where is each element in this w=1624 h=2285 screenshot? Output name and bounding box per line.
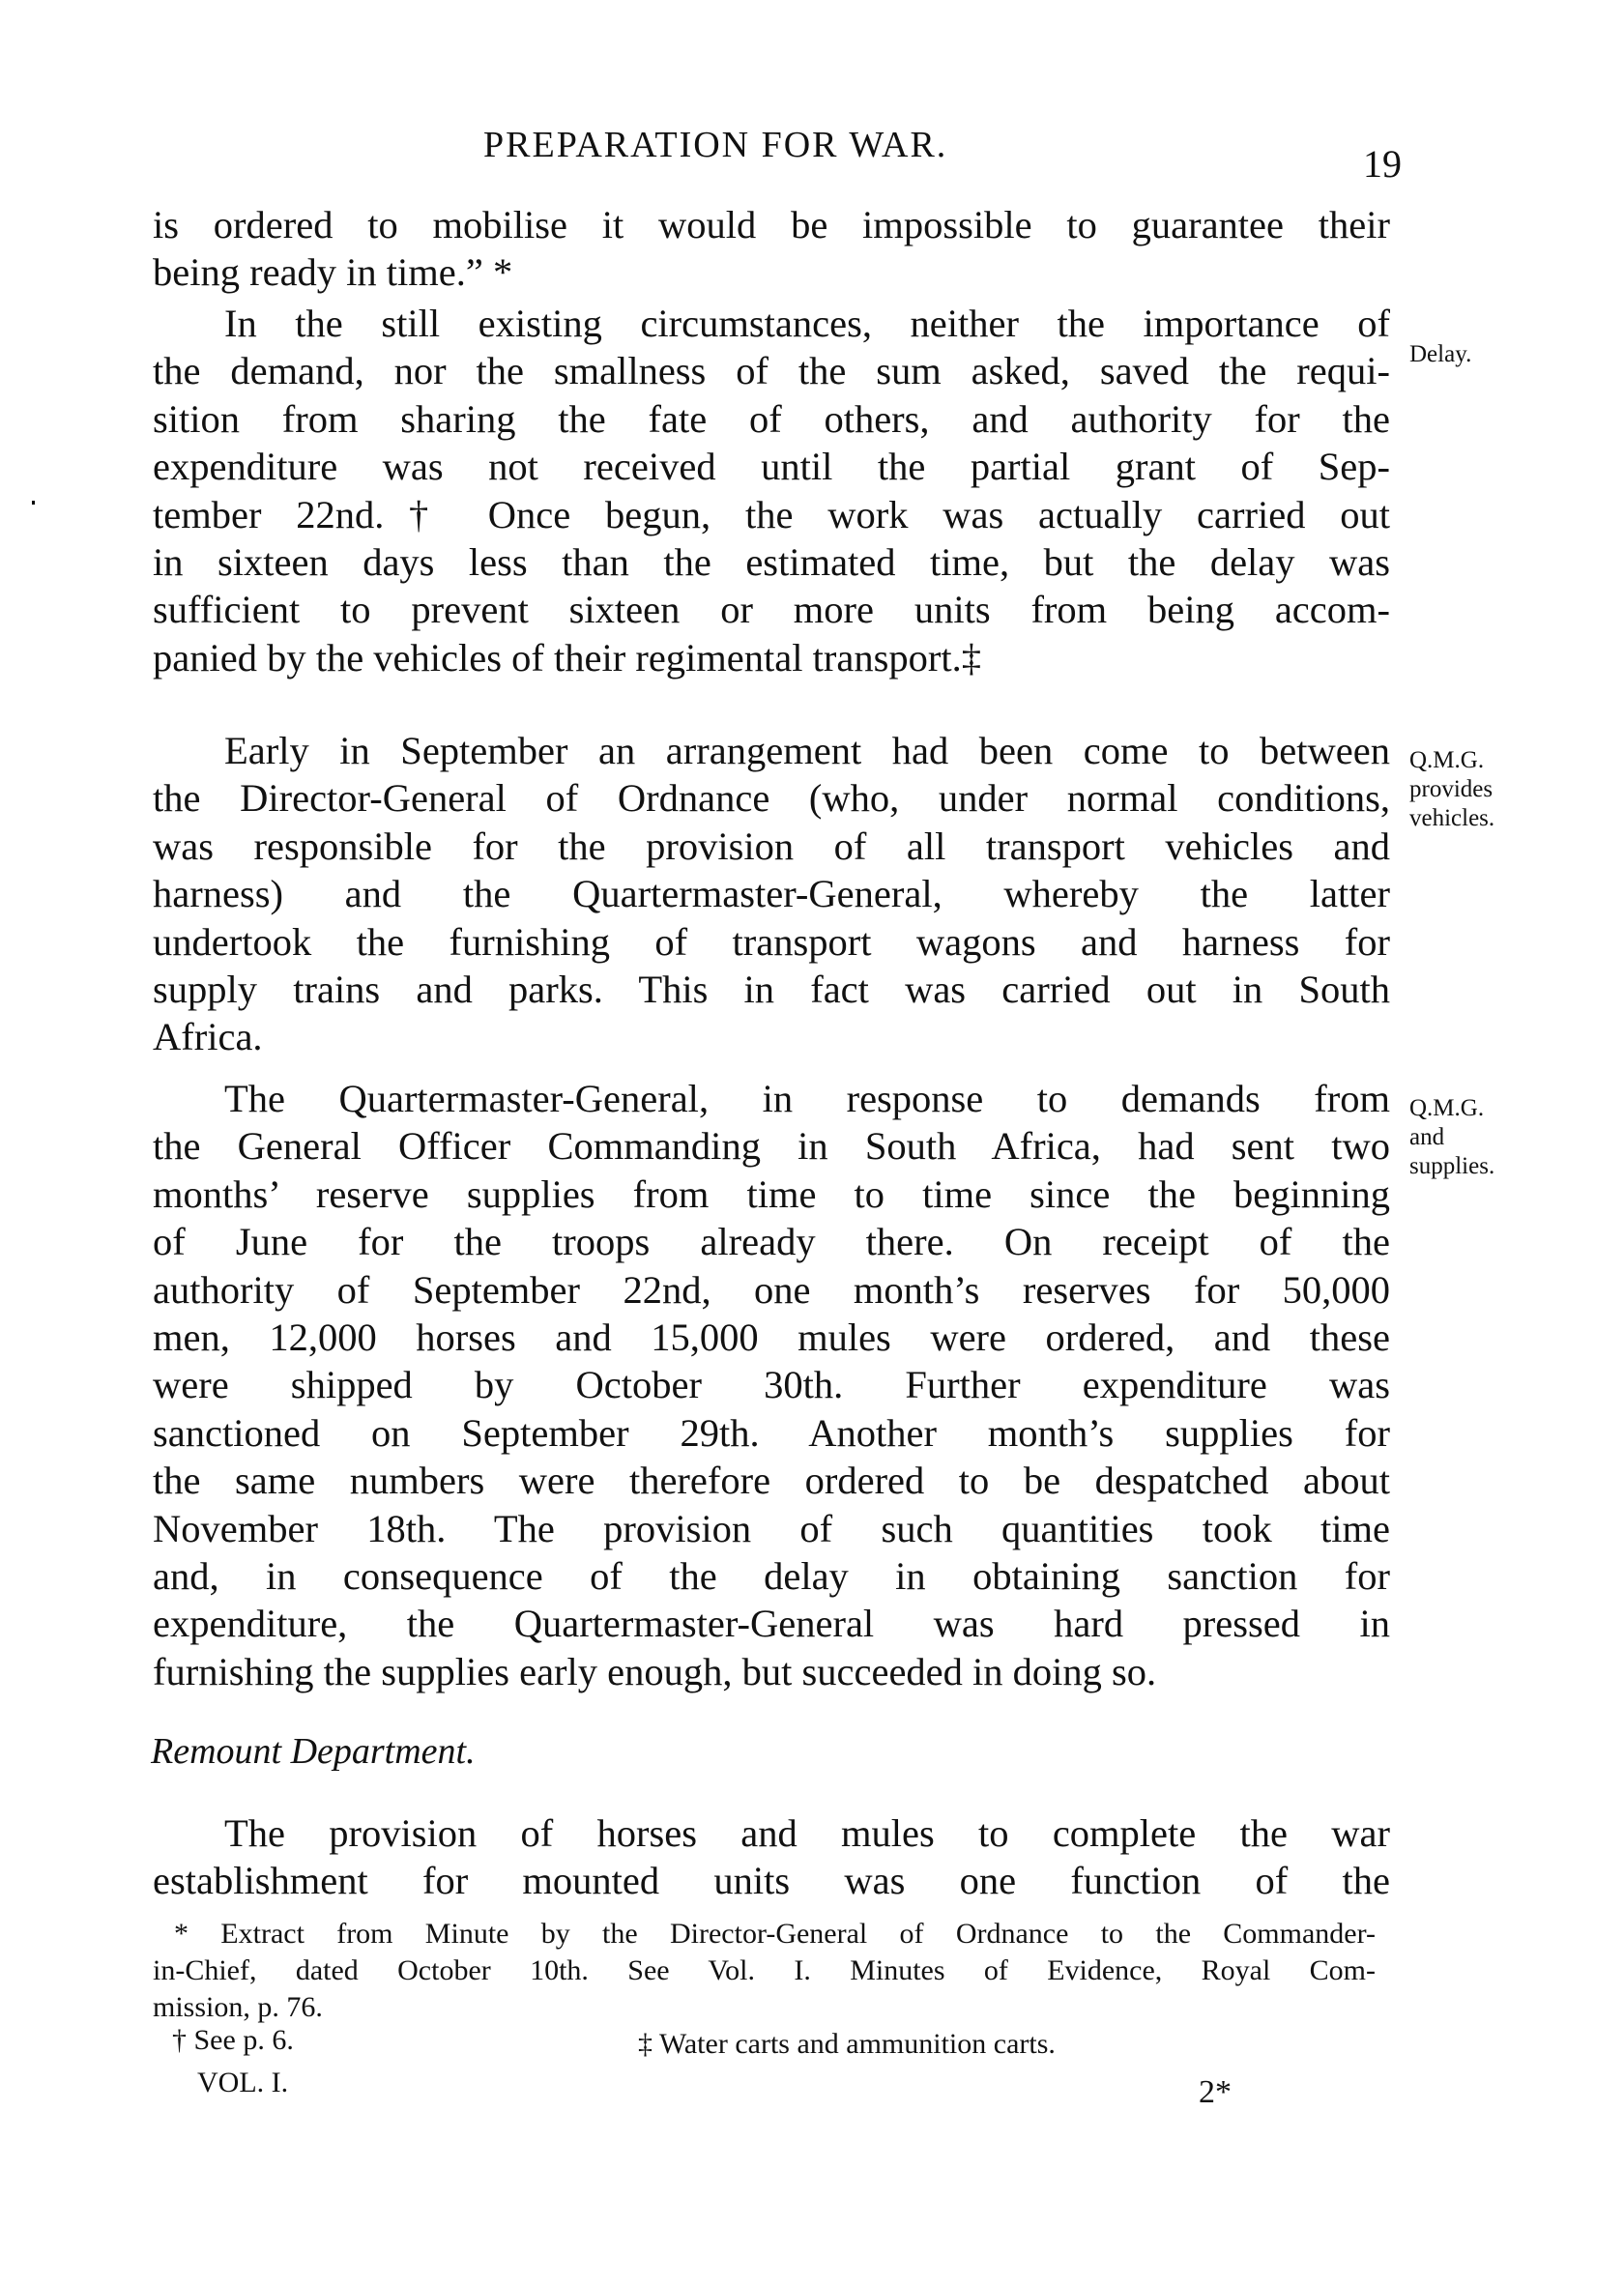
text-line: was responsible for the provision of all transport vehicles and xyxy=(153,824,1390,868)
paragraph-remount xyxy=(153,1809,1390,1905)
text-line: of June for the troops already there. On receipt of the xyxy=(153,1220,1390,1264)
sidenote-line: and xyxy=(1409,1124,1445,1150)
text-line: sufficient to prevent sixteen or more units from being accom- xyxy=(153,588,1390,632)
section-heading: Remount Department. xyxy=(151,1731,476,1772)
text-line: in sixteen days less than the estimated time, but the delay was xyxy=(153,540,1390,585)
text-line: The Quartermaster-General, in response to demands from xyxy=(224,1077,1390,1120)
sidenote-qmg-supplies xyxy=(1409,1094,1494,1181)
running-title: PREPARATION FOR WAR. xyxy=(483,125,948,165)
text-line: the General Officer Commanding in South Africa, had sent two xyxy=(153,1124,1390,1169)
volume-signature: VOL. I. xyxy=(197,2067,289,2098)
text-line: sanctioned on September 29th. Another month’s supplies for xyxy=(153,1410,1390,1455)
paragraph-vehicles xyxy=(153,727,1390,1061)
text-line: Africa. xyxy=(153,1015,263,1059)
text-line: tember 22nd.† Once begun, the work was actually carried out xyxy=(153,492,1390,536)
text-line: is ordered to mobilise it would be impossible to guarantee their xyxy=(153,203,1390,246)
text-line: harness) and the Quartermaster-General, whereby the latter xyxy=(153,872,1390,916)
footnote-double-dagger: ‡ Water carts and ammunition carts. xyxy=(638,2028,1056,2060)
sidenote-line: supplies. xyxy=(1409,1153,1495,1179)
sidenote-qmg-vehicles xyxy=(1409,746,1494,833)
text-line: undertook the furnishing of transport wagons and harness for xyxy=(153,919,1390,964)
text-line: and, in consequence of the delay in obtaining sanction for xyxy=(153,1554,1390,1599)
text-line: establishment for mounted units was one function of the xyxy=(153,1859,1390,1903)
footnote-star xyxy=(153,1916,1376,2026)
footnote-dagger: † See p. 6. xyxy=(172,2024,294,2056)
text-line: Early in September an arrangement had been come to between xyxy=(224,729,1390,772)
text-line: expenditure was not received until the partial grant of Sep- xyxy=(153,445,1390,489)
sidenote-delay xyxy=(1409,340,1471,369)
text-line: the same numbers were therefore ordered to be despatched about xyxy=(153,1459,1390,1503)
paragraph-delay xyxy=(153,300,1390,681)
text-line: supply trains and parks. This in fact was carried out in South xyxy=(153,968,1390,1012)
text-line: the demand, nor the smallness of the sum asked, saved the requi- xyxy=(153,349,1390,393)
text-line: authority of September 22nd, one month’s reserves for 50,000 xyxy=(153,1267,1390,1312)
sidenote-line: Q.M.G. xyxy=(1409,747,1485,773)
text-line: sition from sharing the fate of others, and authority for the xyxy=(153,396,1390,441)
text-line: being ready in time.” * xyxy=(153,250,513,295)
footnote-line: in-Chief, dated October 10th. See Vol. I. Minutes of Evidence, Royal Com- xyxy=(153,1954,1376,1986)
text-line: the Director-General of Ordnance (who, under normal conditions, xyxy=(153,776,1390,821)
paragraph-supplies xyxy=(153,1075,1390,1695)
text-line: In the still existing circumstances, neither the importance of xyxy=(224,302,1390,345)
text-line: November 18th. The provision of such quantities took time xyxy=(153,1506,1390,1550)
text-line: The provision of horses and mules to complete the war xyxy=(224,1811,1390,1855)
gathering-mark: 2* xyxy=(1199,2074,1232,2110)
footnote-line: * Extract from Minute by the Director-General of Ordnance to the Commander- xyxy=(174,1918,1376,1950)
text-line: months’ reserve supplies from time to time since the beginning xyxy=(153,1171,1390,1216)
page-number: 19 xyxy=(1363,142,1402,186)
text-line: expenditure, the Quartermaster-General was hard pressed in xyxy=(153,1602,1390,1646)
paragraph-continuation xyxy=(153,201,1390,297)
scan-speck xyxy=(32,501,35,505)
text-line: panied by the vehicles of their regimental transport.‡ xyxy=(153,635,981,680)
sidenote-line: provides xyxy=(1409,776,1494,802)
text-line: were shipped by October 30th. Further expenditure was xyxy=(153,1363,1390,1407)
sidenote-line: Q.M.G. xyxy=(1409,1095,1485,1121)
text-line: men, 12,000 horses and 15,000 mules were ordered, and these xyxy=(153,1316,1390,1360)
footnote-line: mission, p. 76. xyxy=(153,1991,323,2023)
sidenote-line: Delay. xyxy=(1409,341,1472,367)
text-line: furnishing the supplies early enough, but succeeded in doing so. xyxy=(153,1649,1157,1693)
sidenote-line: vehicles. xyxy=(1409,805,1495,831)
